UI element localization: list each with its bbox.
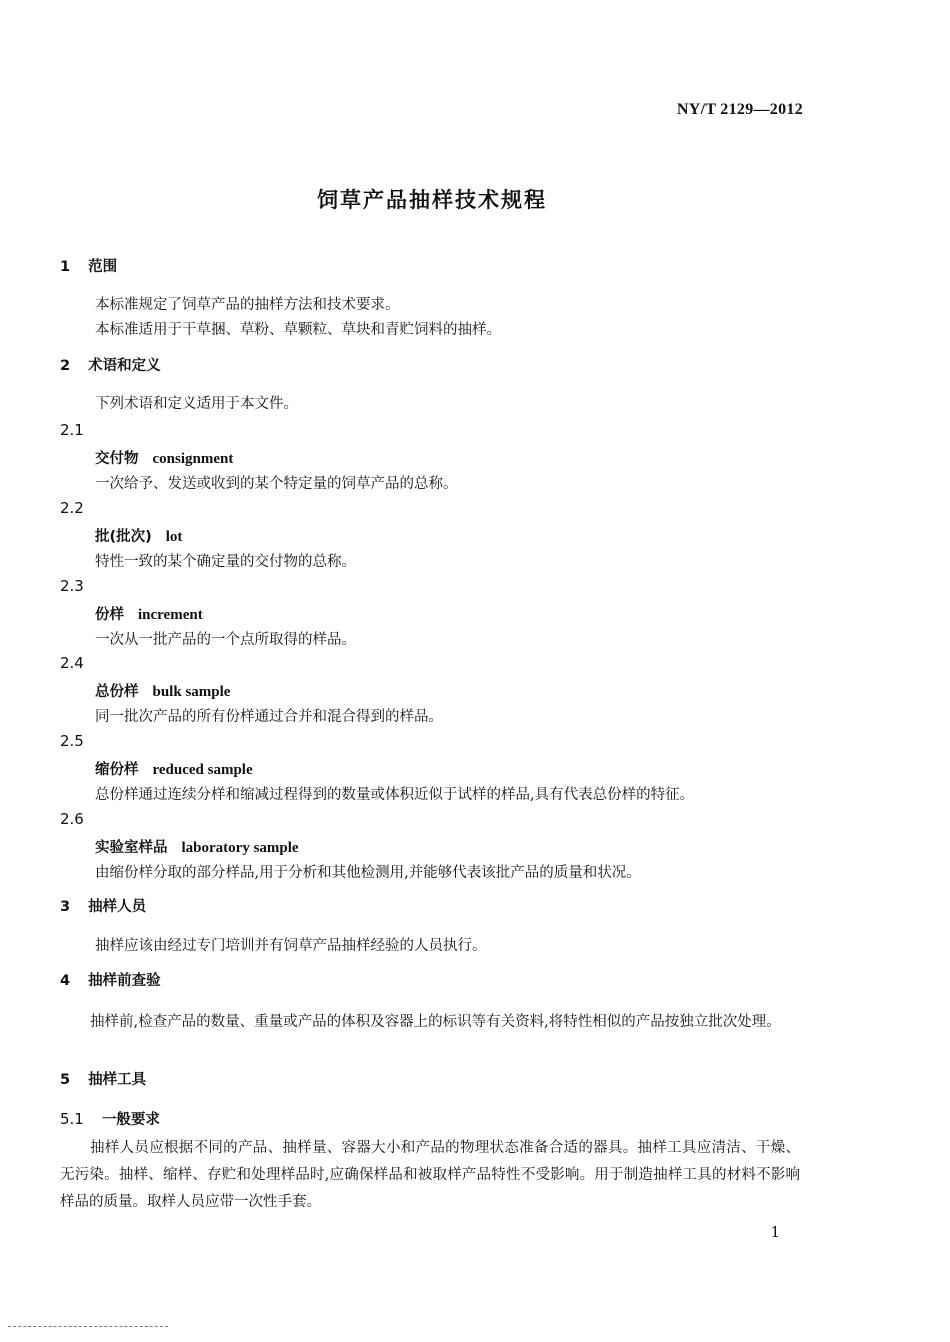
section-title: 抽样人员 <box>88 899 147 915</box>
section-2-heading <box>60 359 161 374</box>
section-4-text: 抽样前,检查产品的数量、重量或产品的体积及容器上的标识等有关资料,将特性相似的产品按独立批次处理。 <box>90 1014 781 1030</box>
term-2-4 <box>95 683 230 700</box>
term-definition: 一次从一批产品的一个点所取得的样品。 <box>95 632 356 648</box>
term-english: reduced sample <box>152 762 253 778</box>
term-definition: 总份样通过连续分样和缩减过程得到的数量或体积近似于试样的样品,具有代表总份样的特征。 <box>95 787 695 803</box>
section-1-heading <box>60 260 117 275</box>
page-number: 1 <box>770 1223 780 1241</box>
term-english: consignment <box>152 451 234 467</box>
subsection-5-1-text: 抽样人员应根据不同的产品、抽样量、容器大小和产品的物理状态准备合适的器具。抽样工具应清洁、干燥、无污染。抽样、缩样、存贮和处理样品时,应确保样品和被取样产品特性不受影响。用于制造抽样工具的材料不影响样品的质量。取样人员应带一次性手套。 <box>60 1140 800 1210</box>
section-number: 5.1 <box>60 1110 84 1128</box>
term-english: bulk sample <box>152 684 231 700</box>
term-2-3 <box>95 606 203 623</box>
section-3-heading <box>60 900 146 915</box>
term-chinese: 总份样 <box>95 684 139 700</box>
term-2-6 <box>95 839 299 856</box>
term-2-5 <box>95 761 253 778</box>
term-2-1 <box>95 450 233 467</box>
section-title: 术语和定义 <box>88 358 161 374</box>
standard-code: NY/T 2129—2012 <box>676 101 803 118</box>
term-english: lot <box>165 529 183 545</box>
section-3-text: 抽样应该由经过专门培训并有饲草产品抽样经验的人员执行。 <box>95 938 487 954</box>
section-number: 3 <box>60 899 71 915</box>
section-number: 1 <box>60 259 71 275</box>
section-number: 5 <box>60 1072 71 1088</box>
section-title: 抽样前查验 <box>88 973 161 989</box>
term-number: 2.1 <box>60 421 84 439</box>
section-2-line-1: 下列术语和定义适用于本文件。 <box>95 396 298 412</box>
term-definition: 同一批次产品的所有份样通过合并和混合得到的样品。 <box>95 709 443 725</box>
term-number: 2.5 <box>60 732 84 750</box>
term-number: 2.2 <box>60 499 84 517</box>
section-title: 抽样工具 <box>88 1072 147 1088</box>
section-1-line-1: 本标准规定了饲草产品的抽样方法和技术要求。 <box>95 297 400 313</box>
term-2-2 <box>95 528 182 545</box>
section-title: 一般要求 <box>101 1112 160 1128</box>
term-chinese: 实验室样品 <box>95 840 168 856</box>
scan-edge-line <box>8 1326 168 1327</box>
term-number: 2.4 <box>60 654 84 672</box>
section-title: 范围 <box>88 259 118 275</box>
term-english: increment <box>138 607 203 623</box>
section-5-heading <box>60 1073 146 1088</box>
document-title: 饲草产品抽样技术规程 <box>317 188 547 212</box>
term-definition: 由缩份样分取的部分样品,用于分析和其他检测用,并能够代表该批产品的质量和状况。 <box>95 865 641 881</box>
term-definition: 特性一致的某个确定量的交付物的总称。 <box>95 554 356 570</box>
section-4-heading <box>60 974 161 989</box>
section-number: 4 <box>60 973 71 989</box>
term-number: 2.6 <box>60 810 84 828</box>
term-chinese: 交付物 <box>95 451 139 467</box>
section-number: 2 <box>60 358 71 374</box>
section-1-line-2: 本标准适用于干草捆、草粉、草颗粒、草块和青贮饲料的抽样。 <box>95 322 501 338</box>
term-definition: 一次给予、发送或收到的某个特定量的饲草产品的总称。 <box>95 476 458 492</box>
term-chinese: 批(批次) <box>95 529 152 545</box>
term-number: 2.3 <box>60 577 84 595</box>
term-chinese: 缩份样 <box>95 762 139 778</box>
term-chinese: 份样 <box>95 607 124 623</box>
term-english: laboratory sample <box>181 840 299 856</box>
subsection-5-1-heading <box>60 1112 160 1128</box>
